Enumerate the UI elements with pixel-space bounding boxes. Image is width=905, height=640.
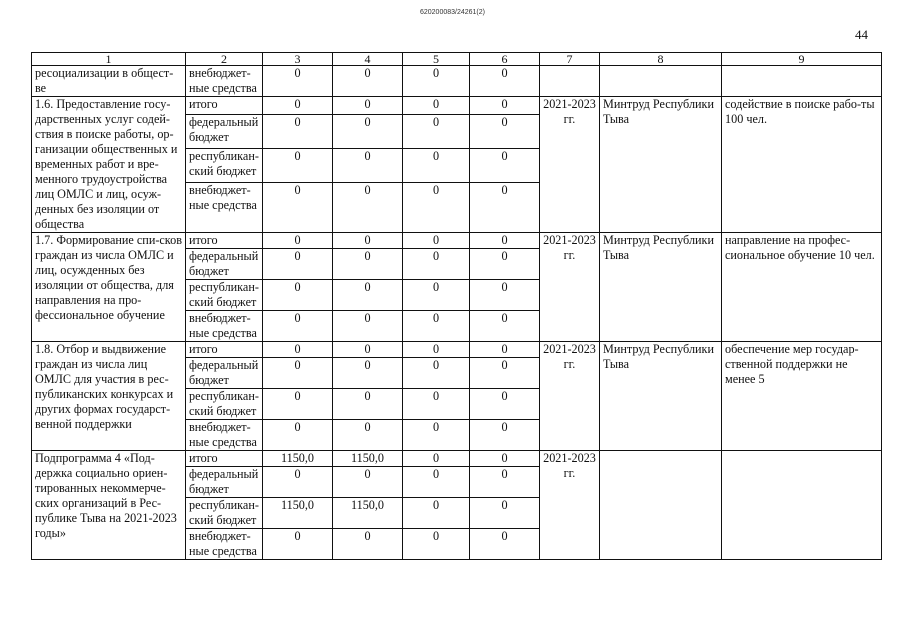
executor-cell: Минтруд Республики Тыва [600, 97, 722, 233]
amount-2022: 0 [403, 233, 470, 249]
amount-2021: 0 [333, 342, 403, 358]
amount-2022: 0 [403, 498, 470, 529]
amount-2022: 0 [403, 97, 470, 115]
column-header-row [32, 53, 882, 66]
amount-2022: 0 [403, 467, 470, 498]
funding-source: внебюджет-ные средства [186, 183, 263, 233]
amount-2022: 0 [403, 451, 470, 467]
column-header: 2 [186, 53, 263, 66]
column-header: 6 [470, 53, 540, 66]
amount-2023: 0 [470, 233, 540, 249]
table-row [32, 233, 882, 249]
amount-2023: 0 [470, 183, 540, 233]
funding-source: республикан-ский бюджет [186, 389, 263, 420]
amount-2022: 0 [403, 529, 470, 560]
executor-cell [600, 451, 722, 560]
amount-2021: 1150,0 [333, 451, 403, 467]
amount-total: 0 [263, 467, 333, 498]
amount-total: 0 [263, 342, 333, 358]
amount-2023: 0 [470, 498, 540, 529]
funding-source: итого [186, 97, 263, 115]
funding-source: внебюджет-ные средства [186, 311, 263, 342]
amount-2022: 0 [403, 66, 470, 97]
amount-total: 1150,0 [263, 451, 333, 467]
amount-2023: 0 [470, 529, 540, 560]
amount-total: 0 [263, 183, 333, 233]
funding-source: итого [186, 451, 263, 467]
funding-source: внебюджет-ные средства [186, 529, 263, 560]
measure-name: 1.7. Формирование спи-сков граждан из числа ОМЛС и лиц, осужденных без изоляции от общества, для направления на про-фессиональное обучение [32, 233, 186, 342]
amount-2022: 0 [403, 389, 470, 420]
amount-2023: 0 [470, 389, 540, 420]
amount-2021: 0 [333, 249, 403, 280]
measure-name: ресоциализации в общест-ве [32, 66, 186, 97]
table-row [32, 342, 882, 358]
column-header: 3 [263, 53, 333, 66]
period-cell [540, 66, 600, 97]
amount-2023: 0 [470, 420, 540, 451]
amount-total: 0 [263, 389, 333, 420]
executor-cell: Минтруд Республики Тыва [600, 342, 722, 451]
amount-2021: 0 [333, 233, 403, 249]
amount-2021: 0 [333, 420, 403, 451]
amount-2022: 0 [403, 420, 470, 451]
amount-2023: 0 [470, 451, 540, 467]
funding-source: федеральный бюджет [186, 467, 263, 498]
amount-2021: 0 [333, 529, 403, 560]
amount-2021: 0 [333, 467, 403, 498]
measure-name: 1.8. Отбор и выдвижение граждан из числа лиц ОМЛС для участия в рес-публиканских конкурсах и других формах государст-венной поддержки [32, 342, 186, 451]
amount-2023: 0 [470, 342, 540, 358]
column-header: 4 [333, 53, 403, 66]
funding-source: итого [186, 233, 263, 249]
amount-2021: 0 [333, 358, 403, 389]
result-cell: направление на профес-сиональное обучение 10 чел. [722, 233, 882, 342]
column-header: 5 [403, 53, 470, 66]
funding-source: федеральный бюджет [186, 358, 263, 389]
column-header: 9 [722, 53, 882, 66]
amount-2023: 0 [470, 148, 540, 182]
column-header: 1 [32, 53, 186, 66]
amount-total: 0 [263, 233, 333, 249]
amount-2023: 0 [470, 467, 540, 498]
table-row [32, 451, 882, 467]
amount-2021: 0 [333, 66, 403, 97]
page-number: 44 [855, 27, 868, 42]
amount-total: 0 [263, 97, 333, 115]
result-cell: обеспечение мер государ-ственной поддержки не менее 5 [722, 342, 882, 451]
funding-source: республикан-ский бюджет [186, 148, 263, 182]
executor-cell: Минтруд Республики Тыва [600, 233, 722, 342]
funding-source: итого [186, 342, 263, 358]
amount-2021: 0 [333, 280, 403, 311]
continuation-row [32, 66, 882, 97]
amount-2022: 0 [403, 311, 470, 342]
amount-2021: 0 [333, 389, 403, 420]
result-cell: содействие в поиске рабо-ты 100 чел. [722, 97, 882, 233]
amount-2023: 0 [470, 66, 540, 97]
amount-2022: 0 [403, 183, 470, 233]
amount-2022: 0 [403, 342, 470, 358]
period-cell: 2021-2023 гг. [540, 451, 600, 560]
amount-2021: 1150,0 [333, 498, 403, 529]
amount-total: 0 [263, 280, 333, 311]
amount-total: 0 [263, 311, 333, 342]
budget-table [31, 52, 882, 560]
amount-total: 0 [263, 420, 333, 451]
amount-2021: 0 [333, 183, 403, 233]
amount-2022: 0 [403, 114, 470, 148]
result-cell [722, 66, 882, 97]
amount-2021: 0 [333, 114, 403, 148]
funding-source: внебюджет-ные средства [186, 66, 263, 97]
amount-total: 0 [263, 66, 333, 97]
period-cell: 2021-2023 гг. [540, 233, 600, 342]
period-cell: 2021-2023 гг. [540, 97, 600, 233]
funding-source: федеральный бюджет [186, 249, 263, 280]
amount-total: 0 [263, 114, 333, 148]
amount-2021: 0 [333, 97, 403, 115]
executor-cell [600, 66, 722, 97]
amount-2022: 0 [403, 280, 470, 311]
funding-source: республикан-ский бюджет [186, 498, 263, 529]
amount-2023: 0 [470, 97, 540, 115]
amount-2022: 0 [403, 358, 470, 389]
funding-source: федеральный бюджет [186, 114, 263, 148]
period-cell: 2021-2023 гг. [540, 342, 600, 451]
table-row [32, 97, 882, 115]
document-id: 620200083/24261(2) [419, 9, 485, 16]
amount-total: 1150,0 [263, 498, 333, 529]
measure-name: 1.6. Предоставление госу-дарственных услуг содей-ствия в поиске работы, ор-ганизации общественных и временных работ и вре-менного трудоустройства лиц ОМЛС и лиц, осуж-денных без изоляции от общества [32, 97, 186, 233]
amount-total: 0 [263, 358, 333, 389]
amount-2023: 0 [470, 358, 540, 389]
column-header: 8 [600, 53, 722, 66]
amount-2022: 0 [403, 249, 470, 280]
amount-2021: 0 [333, 148, 403, 182]
amount-2023: 0 [470, 280, 540, 311]
amount-2023: 0 [470, 114, 540, 148]
amount-total: 0 [263, 249, 333, 280]
amount-total: 0 [263, 529, 333, 560]
amount-total: 0 [263, 148, 333, 182]
amount-2023: 0 [470, 249, 540, 280]
column-header: 7 [540, 53, 600, 66]
measure-name: Подпрограмма 4 «Под-держка социально ориен-тированных некоммерче-ских организаций в Рес-публике Тыва на 2021-2023 годы» [32, 451, 186, 560]
result-cell [722, 451, 882, 560]
amount-2021: 0 [333, 311, 403, 342]
funding-source: внебюджет-ные средства [186, 420, 263, 451]
amount-2023: 0 [470, 311, 540, 342]
funding-source: республикан-ский бюджет [186, 280, 263, 311]
amount-2022: 0 [403, 148, 470, 182]
